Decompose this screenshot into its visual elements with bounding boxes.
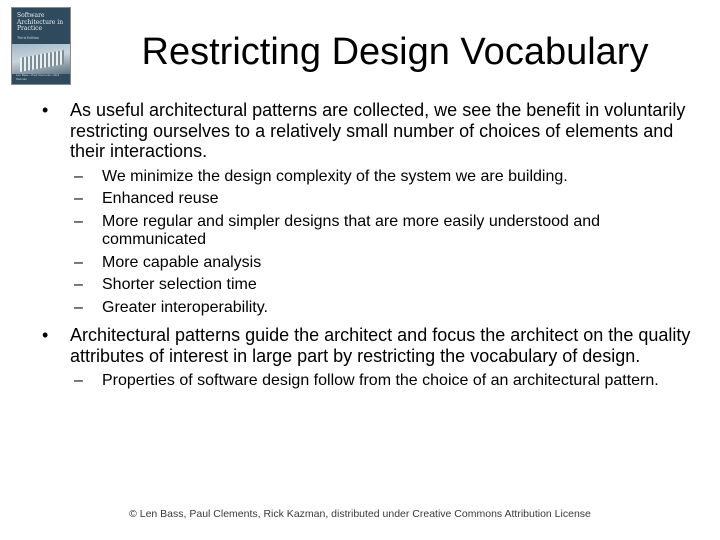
- book-cover-title: Software Architecture in Practice: [17, 12, 64, 32]
- slide-title: Restricting Design Vocabulary: [141, 31, 649, 73]
- dash-marker: –: [74, 253, 83, 271]
- sub-bullet-text: Enhanced reuse: [102, 190, 219, 207]
- sub-bullet-item: [30, 299, 695, 318]
- dash-marker: –: [74, 298, 83, 316]
- bullet-text: Architectural patterns guide the architect and focus the architect on the quality attributes of interest in large part by restricting the vocabulary of design.: [70, 325, 691, 366]
- book-cover-photo: [12, 44, 70, 74]
- sub-bullet-item: [30, 213, 695, 250]
- dash-marker: –: [74, 167, 83, 185]
- book-cover-edition: Third Edition: [17, 36, 40, 40]
- sub-bullet-list: [30, 168, 695, 318]
- dash-marker: –: [74, 276, 83, 293]
- book-cover-authors: Len Bass • Paul Clements • Rick Kazman: [16, 73, 60, 81]
- sub-bullet-text: We minimize the design complexity of the system we are building.: [102, 167, 568, 185]
- sub-bullet-text: Properties of software design follow from the choice of an architectural pattern.: [102, 372, 659, 389]
- dash-marker: –: [74, 212, 83, 230]
- bullet-text: As useful architectural patterns are collected, we see the benefit in voluntarily restricting ourselves to a relatively small number of choices of elements and their interactions.: [70, 100, 686, 161]
- sub-bullet-text: Greater interoperability.: [102, 298, 268, 316]
- sub-bullet-item: [30, 254, 695, 273]
- dash-marker: –: [74, 372, 83, 389]
- bullet-item: [30, 325, 695, 366]
- sub-bullet-item: [30, 190, 695, 209]
- slide-body: [30, 100, 695, 399]
- bullet-item: [30, 100, 695, 162]
- book-cover-image: [12, 8, 70, 84]
- copyright-footer: © Len Bass, Paul Clements, Rick Kazman, distributed under Creative Commons Attribution License: [129, 508, 591, 520]
- bullet-marker: •: [42, 100, 49, 120]
- sub-bullet-list: [30, 372, 695, 391]
- sub-bullet-text: More regular and simpler designs that are more easily understood and communicated: [102, 212, 601, 248]
- sub-bullet-item: [30, 276, 695, 295]
- dash-marker: –: [74, 190, 83, 207]
- sub-bullet-text: More capable analysis: [102, 253, 262, 271]
- bullet-marker: •: [42, 325, 49, 345]
- sub-bullet-text: Shorter selection time: [102, 276, 257, 293]
- sub-bullet-item: [30, 168, 695, 187]
- sub-bullet-item: [30, 372, 695, 391]
